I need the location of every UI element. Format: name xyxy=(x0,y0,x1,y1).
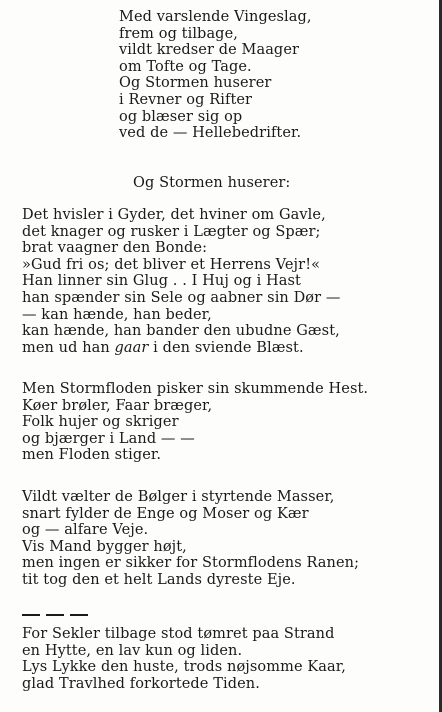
poem-line: For Sekler tilbage stod tømret paa Strand xyxy=(22,626,335,642)
poem-line: Vildt vælter de Bølger i styrtende Masser, xyxy=(22,489,335,505)
section-divider xyxy=(22,604,94,623)
stanza-3 xyxy=(22,207,442,356)
poem-line-emphasis xyxy=(22,340,442,357)
poem-line: brat vaagner den Bonde: xyxy=(22,240,208,257)
poem-line: — kan hænde, han beder, xyxy=(22,306,212,323)
dash-mark xyxy=(70,614,88,616)
poem-line: vildt kredser de Maager xyxy=(119,42,300,59)
poem-line: Og Stormen huserer: xyxy=(133,175,291,191)
poem-line: i Revner og Rifter xyxy=(119,91,253,108)
poem-line: ved de — Hellebedrifter. xyxy=(119,125,302,142)
stanza-4 xyxy=(22,381,442,464)
poem-line: Lys Lykke den huste, trods nøjsomme Kaar, xyxy=(22,659,346,676)
poem-line: »Gud fri os; det bliver et Herrens Vejr!« xyxy=(22,256,321,273)
poem-line: Vis Mand bygger højt, xyxy=(22,538,187,555)
poem-line: og bjærger i Land — — xyxy=(22,430,195,447)
poem-line: Det hvisler i Gyder, det hviner om Gavle, xyxy=(22,207,326,223)
line-text: men ud han xyxy=(22,339,115,356)
stanza-6 xyxy=(22,626,442,692)
stanza-1 xyxy=(119,9,442,142)
poem-line: kan hænde, han bander den ubudne Gæst, xyxy=(22,323,340,340)
poem-line: han spænder sin Sele og aabner sin Dør — xyxy=(22,289,341,306)
poem-line: snart fylder de Enge og Moser og Kær xyxy=(22,505,309,522)
poem-line: Men Stormfloden pisker sin skummende Hest. xyxy=(22,381,369,397)
stanza-5 xyxy=(22,489,442,589)
stanza-2 xyxy=(133,175,442,192)
poem-line: og — alfare Veje. xyxy=(22,522,149,539)
poem-line: Køer brøler, Faar bræger, xyxy=(22,397,213,414)
poem-line: men Floden stiger. xyxy=(22,447,162,464)
poem-line: Han linner sin Glug . . I Huj og i Hast xyxy=(22,273,301,290)
emphasized-word: gaar xyxy=(114,339,149,356)
dash-mark xyxy=(22,614,40,616)
poem-line: glad Travlhed forkortede Tiden. xyxy=(22,675,260,692)
poem-line: tit tog den et helt Lands dyreste Eje. xyxy=(22,571,296,588)
poem-line: om Tofte og Tage. xyxy=(119,58,252,75)
poem-line: men ingen er sikker for Stormflodens Ranen; xyxy=(22,555,360,572)
dash-mark xyxy=(46,614,64,616)
line-text: i den sviende Blæst. xyxy=(148,339,304,356)
poem-line: Med varslende Vingeslag, xyxy=(119,9,312,25)
poem-line: en Hytte, en lav kun og liden. xyxy=(22,642,243,659)
poem-line: Folk hujer og skriger xyxy=(22,414,179,431)
poem-line: det knager og rusker i Lægter og Spær; xyxy=(22,223,321,240)
poem-line: og blæser sig op xyxy=(119,108,243,125)
poem-line: Og Stormen huserer xyxy=(119,75,272,92)
poem-line: frem og tilbage, xyxy=(119,25,238,42)
